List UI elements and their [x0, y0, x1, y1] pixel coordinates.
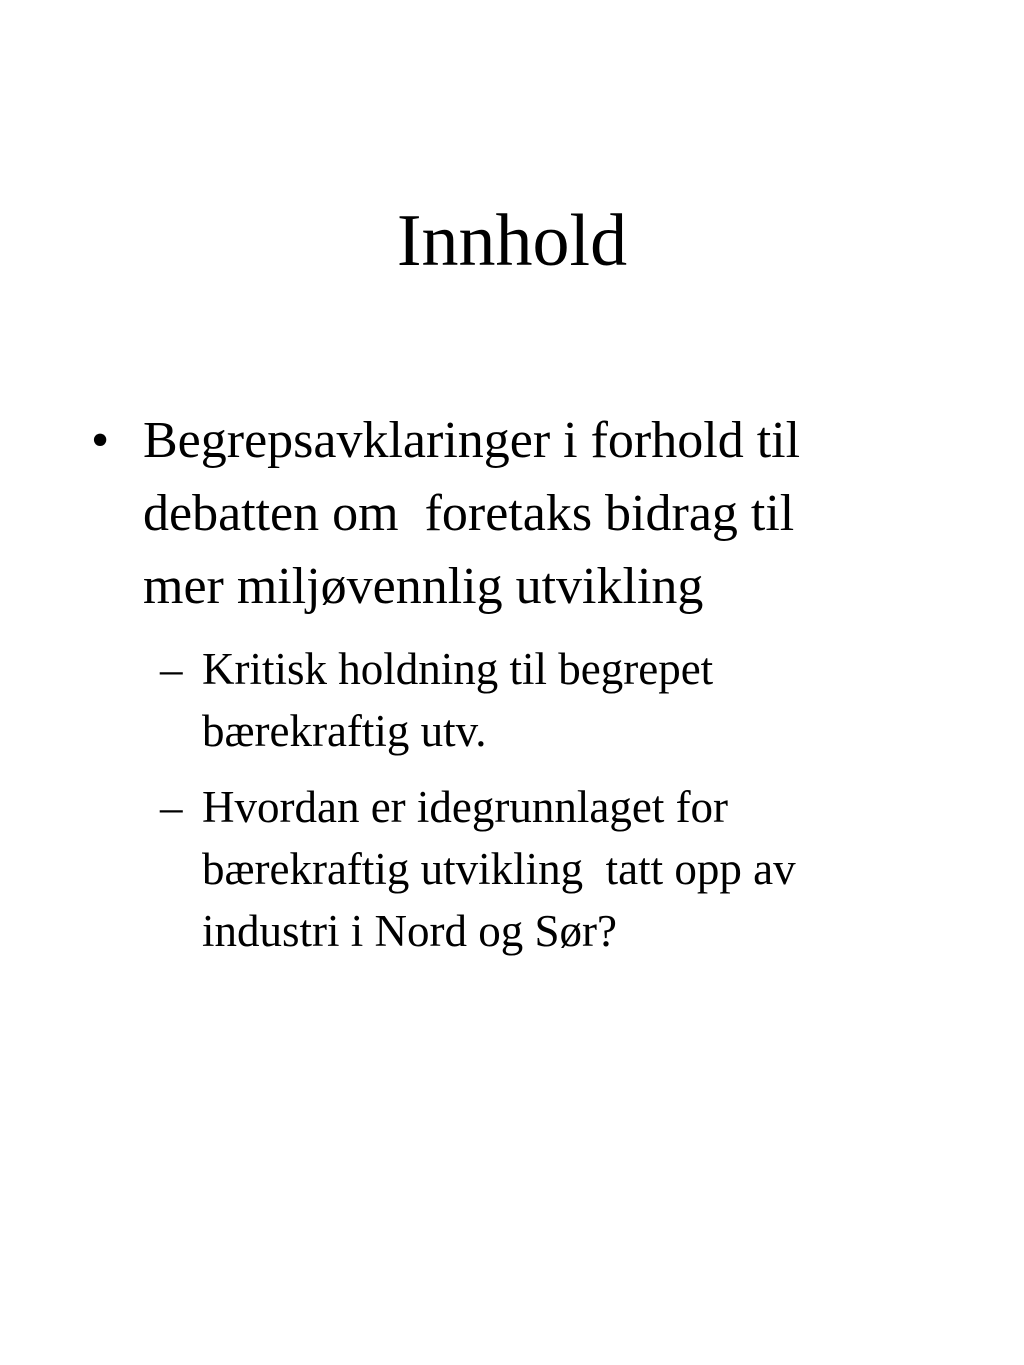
sub-bullet-line: bærekraftig utvikling tatt opp av	[202, 844, 796, 894]
bullet-line: Begrepsavklaringer i forhold til	[143, 412, 801, 469]
bullet-marker: •	[91, 412, 110, 469]
sub-bullet-line: industri i Nord og Sør?	[202, 906, 617, 956]
sub-bullet-marker: –	[160, 644, 183, 694]
sub-bullet-text	[202, 638, 942, 762]
bullet-line: mer miljøvennlig utvikling	[143, 558, 704, 615]
bullet-text	[143, 404, 943, 623]
slide-title: Innhold	[396, 200, 628, 282]
sub-bullet-line: Kritisk holdning til begrepet	[202, 644, 714, 694]
sub-bullet-line: bærekraftig utv.	[202, 706, 487, 756]
sub-bullet-line: Hvordan er idegrunnlaget for	[202, 782, 729, 832]
bullet-line: debatten om foretaks bidrag til	[143, 485, 795, 542]
sub-bullet-marker: –	[160, 782, 183, 832]
sub-bullet-text	[202, 776, 942, 962]
